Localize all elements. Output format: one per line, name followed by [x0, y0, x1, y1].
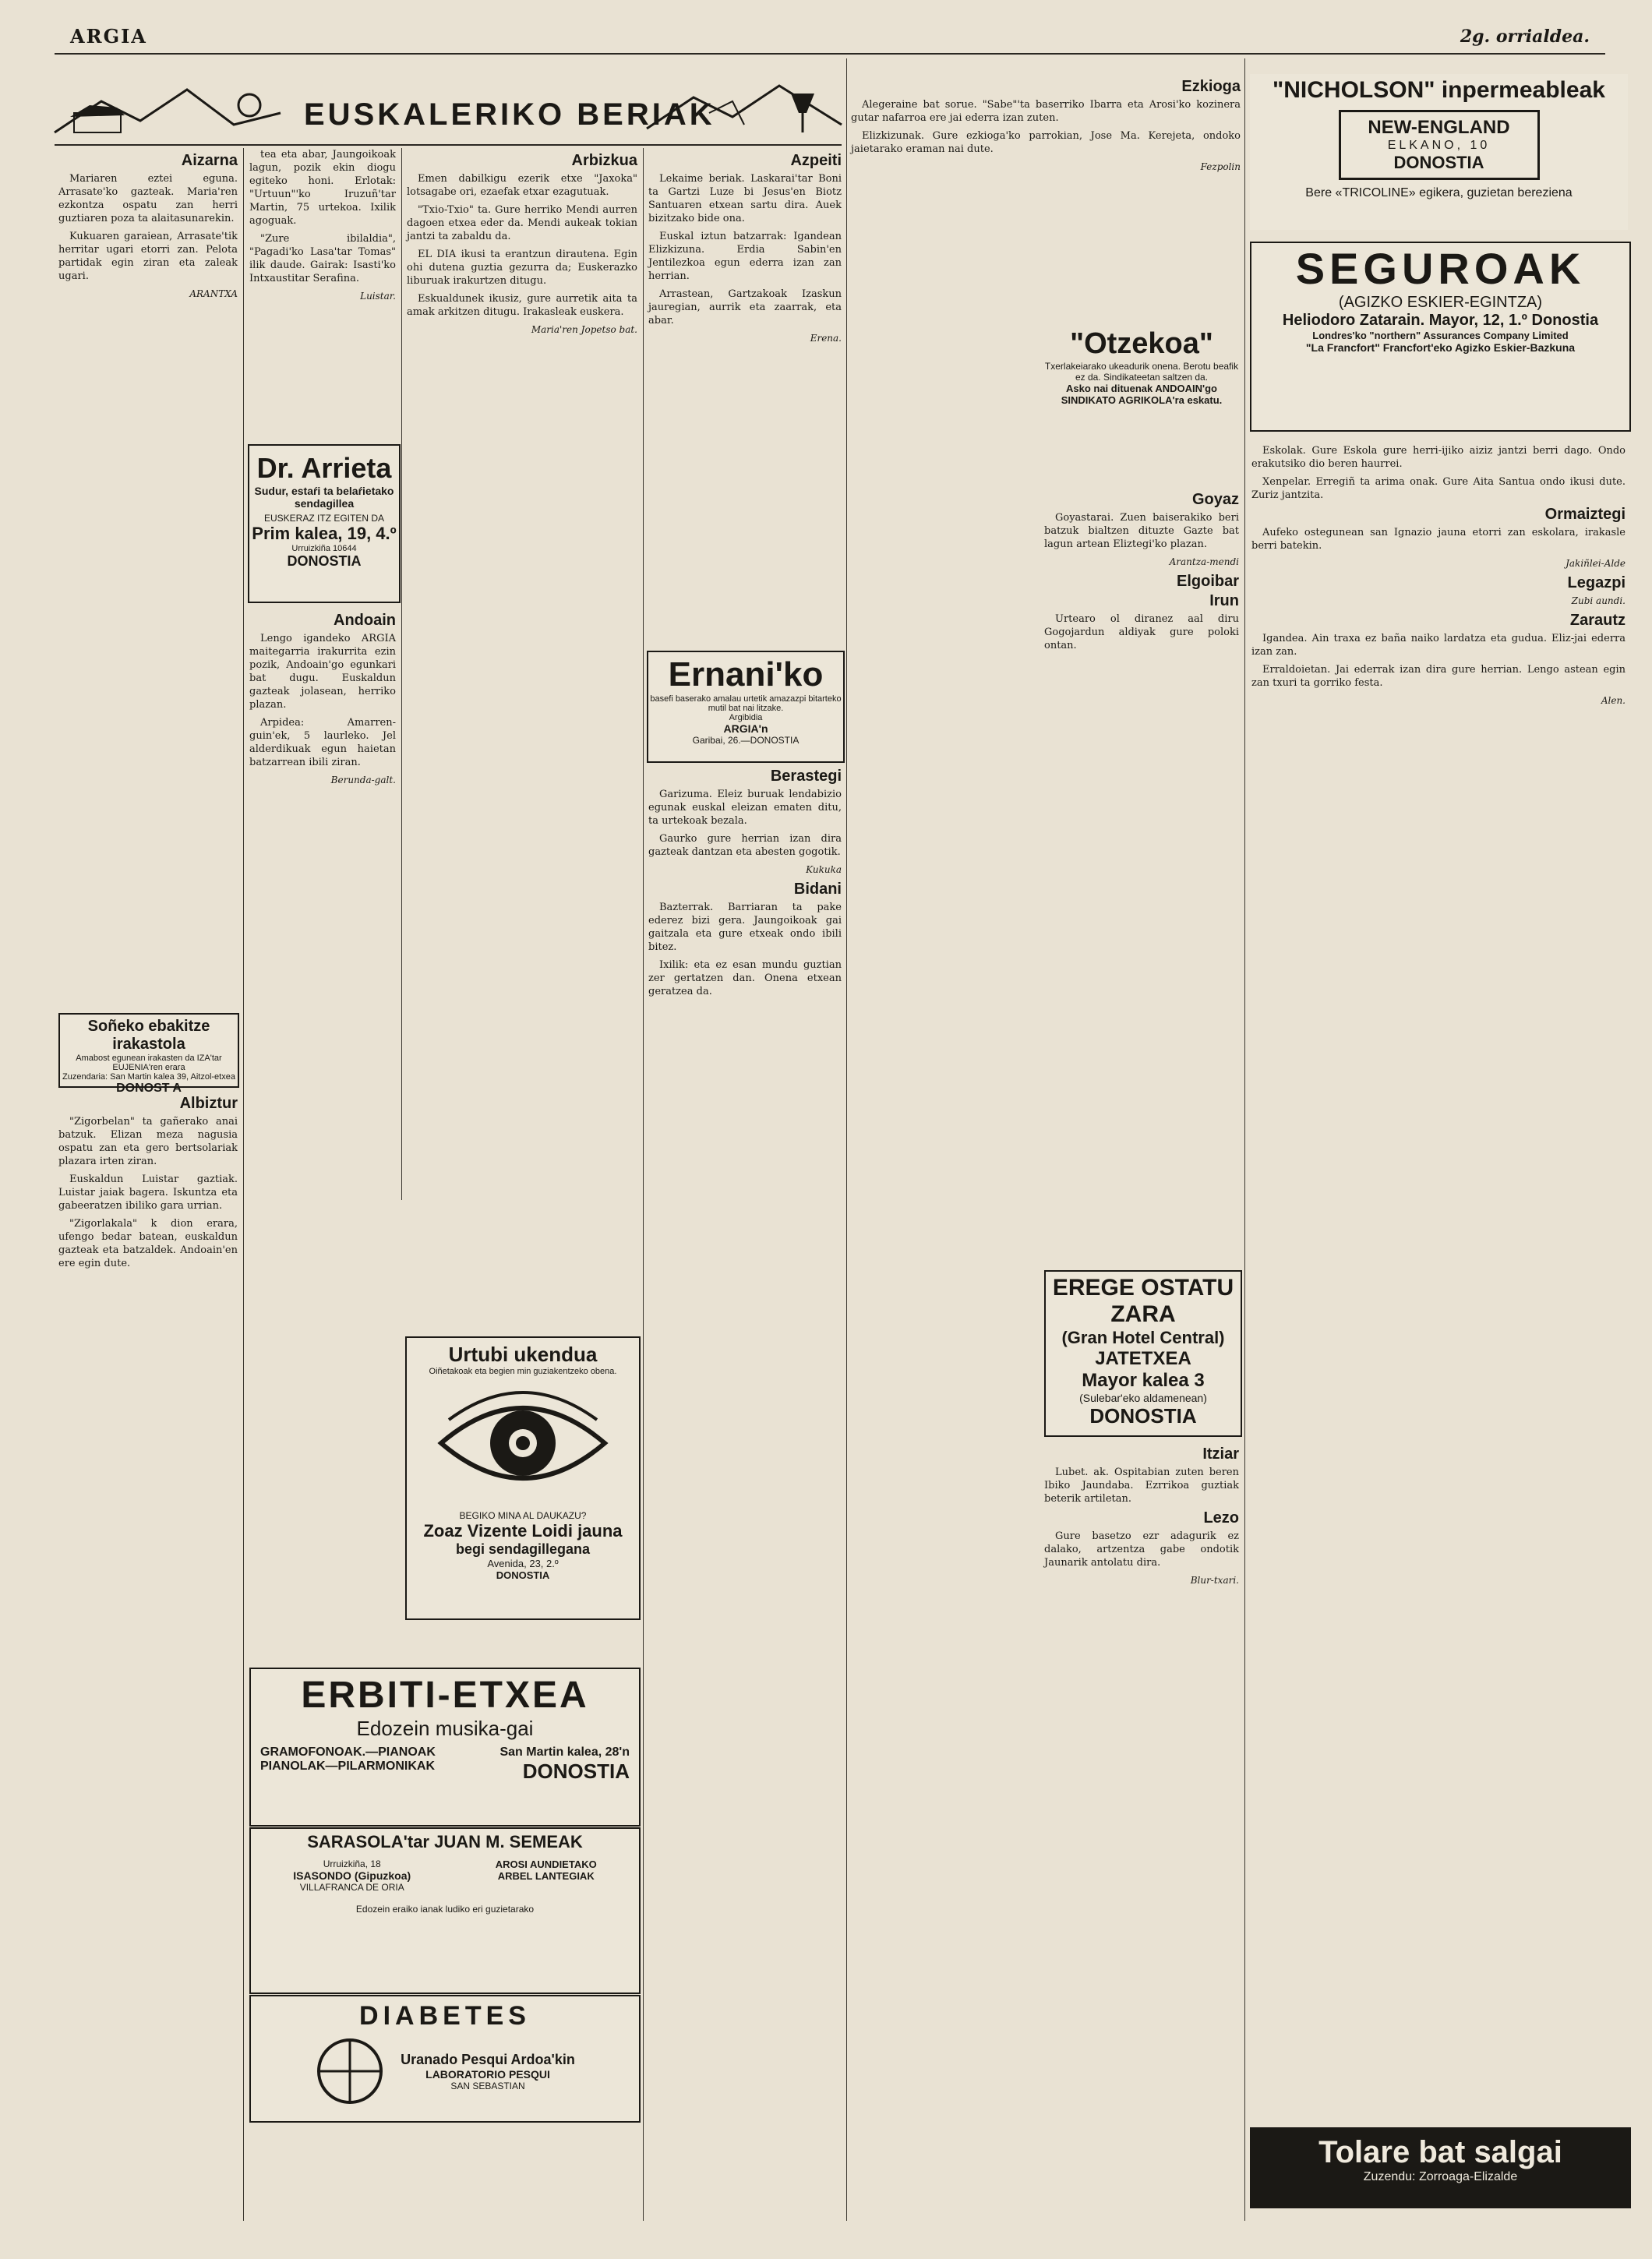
ad-text: Amabost egunean irakasten da IZA'tar EUJENIA'ren erara — [76, 1054, 222, 1072]
ad-text: Bere «TRICOLINE» egikera, guzietan bereziena — [1305, 186, 1573, 199]
place-andoain: Andoain — [334, 612, 396, 629]
ad-text: Edozein eraiko ianak ludiko eri guzietarako — [355, 1904, 535, 1915]
article-text: "Zigorbelan" ta gañerako anai batzuk. Elizan meza nagusia ospatu zan eta gero bertsolariak plazara irten ziran. — [58, 1116, 238, 1167]
ad-text: Txerlakeiarako ukeadurik onena. Berotu beafik ez da. Sindikateetan saltzen da. — [1044, 361, 1239, 383]
byline: Luistar. — [360, 291, 396, 302]
ad-subtitle: Edozein musika-gai — [356, 1717, 534, 1740]
article-text: Lekaime beriak. Laskarai'tar Boni ta Gartzi Luze bi Jesus'en Biotz Santuaren etxean sartu dira. Auek bizitzako bide ona. — [648, 173, 842, 224]
article-text: Alegeraine bat sorue. "Sabe"'ta baserriko Ibarra eta Arosi'ko kozinera gutar nafarroa ere jai ederra izan zuten. — [851, 99, 1241, 124]
page-number: 2g. orrialdea. — [1460, 26, 1590, 47]
otzekoa-ad — [1044, 327, 1239, 483]
column-rule — [401, 148, 402, 1200]
ad-place: ISASONDO (Gipuzkoa) — [293, 1869, 411, 1882]
ad-address: Avenida, 23, 2.º — [487, 1558, 559, 1569]
eye-icon — [433, 1381, 612, 1505]
place-albiztur: Albiztur — [179, 1095, 238, 1112]
ad-subtitle: (AGIZKO ESKIER-EGINTZA) — [1338, 294, 1543, 311]
article-text: Mariaren eztei eguna. Arrasate'ko gazteak. Maria'ren ezkontza ospatu zan herri guztiaren poza ta alaitasunarekin. — [58, 173, 238, 224]
ad-address: Prim kalea, 19, 4.º — [252, 524, 397, 543]
article-text: EL DIA ikusi ta erantzun dirautena. Egin ohi dutena guztia gezurra da; Euskerazko liburuak irakurtzen ditugu. — [407, 249, 637, 287]
sarasola-ad — [249, 1827, 641, 1994]
column-4 — [648, 148, 842, 647]
ad-city: DONOSTIA — [522, 1760, 630, 1783]
place-azpeitia: Azpeiti — [790, 152, 842, 169]
ad-address: San Martin kalea, 28'n — [499, 1745, 630, 1759]
article-text: Eskualdunek ikusiz, gure aurretik aita ta amak arkitzen ditugu. Irakasleak euskera. — [407, 293, 637, 318]
article-text: Garizuma. Eleiz buruak lendabizio egunak euskal eleizan ematen ditu, ta urtekoak bezala. — [648, 789, 842, 827]
ad-title: DIABETES — [359, 2001, 531, 2031]
ad-text: Oiñetakoak eta begien min guziakentzeko obena. — [429, 1367, 617, 1376]
ad-text: AROSI AUNDIETAKO — [495, 1858, 597, 1870]
byline: Blur-txari. — [1190, 1575, 1239, 1586]
ad-title: Ernani'ko — [668, 655, 824, 694]
tolare-ad — [1250, 2127, 1631, 2208]
ad-title: ERBITI-ETXEA — [301, 1675, 589, 1716]
ad-text: VILLAFRANCA DE ORIA — [299, 1882, 404, 1893]
article-text: Euskal iztun batzarrak: Igandean Elizkizuna. Erdia Sabin'en Jentilezkoa egun ederra izan zan herrian. — [648, 231, 842, 282]
ad-text: Zuzendu: Zorroaga-Elizalde — [1363, 2170, 1518, 2183]
ad-title: Tolare bat salgai — [1318, 2135, 1562, 2169]
byline: Kukuka — [806, 864, 842, 875]
ad-brand: NEW-ENGLAND — [1368, 117, 1510, 138]
place-elgoibar: Elgoibar — [1176, 573, 1239, 590]
column-2-lower — [249, 608, 396, 1200]
ad-subtitle: begi sendagillegana — [455, 1541, 591, 1557]
ad-phone: Urruizkiña 10644 — [291, 544, 357, 553]
ad-title: "Otzekoa" — [1070, 327, 1213, 360]
ad-title: SEGUROAK — [1295, 244, 1586, 293]
article-text: "Zigorlakala" k dion erara, ufengo bedar batean, euskaldun gazteak eta batzaldek. Andoain'en ere egin dute. — [58, 1218, 238, 1269]
dr-arrieta-ad — [248, 444, 401, 603]
column-4-lower — [648, 764, 842, 2221]
ad-title: Dr. Arrieta — [256, 452, 392, 484]
byline: Arantza-mendi — [1169, 556, 1239, 567]
article-text: Igandea. Ain traxa ez baña naiko lardatza eta gudua. Eliz-jai ederra izan zan. — [1251, 633, 1626, 658]
column-3 — [407, 148, 637, 1340]
article-text: Bazterrak. Barriaran ta pake ederez bizi gera. Jaungoikoak gai gaitzala eta gure etxeak ondo ibili bitez. — [648, 902, 842, 953]
ad-city: DONOSTIA — [1089, 1404, 1197, 1428]
article-text: Gaurko gure herrian izan dira gazteak dantzan eta abesten gogotik. — [648, 833, 842, 858]
urtubi-ad — [405, 1336, 641, 1620]
ad-text: (Sulebar'eko aldamenean) — [1079, 1392, 1207, 1404]
ad-title: "NICHOLSON" inpermeableak — [1273, 77, 1605, 103]
ad-address: Mayor kalea 3 — [1082, 1370, 1205, 1391]
sewing-school-ad — [58, 1013, 239, 1095]
article-text: "Txio-Txio" ta. Gure herriko Mendi aurren dagoen etxea eder da. Mendi aukeak tokian jantzi ta zabaldu da. — [407, 204, 637, 242]
article-text: Euskaldun Luistar gaztiak. Luistar jaiak bagera. Iskuntza eta gabeeratzen ibiliko gara urrian. — [58, 1174, 238, 1212]
ad-line: SAN SEBASTIAN — [450, 2080, 525, 2091]
place-goyaz: Goyaz — [1191, 491, 1239, 508]
ad-title: Soñeko ebakitze irakastola — [87, 1018, 210, 1053]
byline: Alen. — [1601, 695, 1626, 706]
article-text: Emen dabilkigu ezerik etxe "Jaxoka" lotsagabe ori, ezaefak etxar ezagutuak. — [407, 173, 637, 198]
ad-subtitle: (Gran Hotel Central) — [1061, 1328, 1225, 1347]
place-lezo: Lezo — [1203, 1509, 1239, 1527]
byline: Maria'ren Jopetso bat. — [531, 324, 637, 335]
place-ezkioga: Ezkioga — [1181, 78, 1241, 95]
ad-line: PIANOLAK—PILARMONIKAK — [260, 1760, 435, 1773]
article-text: Kukuaren garaiean, Arrasate'tik herritar ugari etorri zan. Pelota partidak egin ziran eta zaleak ugari. — [58, 231, 238, 282]
ad-name: ARGIA'n — [723, 722, 768, 735]
article-text: Arpidea: Amarren-guin'ek, 5 laurleko. Jel alderdikuak egun haietan batzarrean ibili ziran. — [249, 717, 396, 768]
place-arbizkua: Arbizkua — [571, 152, 637, 169]
article-text: tea eta abar, Jaungoikoak lagun, pozik ekin diogu egiteko honi. Erlotak: "Urtuun"'ko Iruzuñ'tar Martin, 75 urtekoa. Ixilik agoguak. — [249, 149, 396, 227]
ad-text: Asko nai dituenak ANDOAIN'go SINDIKATO AGRIKOLA'ra eskatu. — [1061, 383, 1223, 406]
article-text: Aufeko ostegunean san Ignazio jauna etorri zan eskolara, irakasle berri batekin. — [1251, 527, 1626, 552]
ad-text: Londres'ko "northern" Assurances Company Limited — [1312, 330, 1569, 341]
place-aizarna: Aizarna — [181, 152, 238, 169]
column-rule — [643, 148, 644, 2221]
article-text: Eskolak. Gure Eskola gure herri-ijiko aiziz jantzi berri dago. Ondo erakutsiko dio beren haurrei. — [1251, 445, 1626, 470]
erege-ostatu-ad — [1044, 1270, 1242, 1437]
column-5-lower — [1044, 1442, 1239, 2221]
column-rule — [243, 148, 244, 2221]
ad-text: JATETXEA — [1095, 1348, 1191, 1369]
article-text: Lubet. ak. Ospitabian zuten beren Ibiko Jaundaba. Ezrrikoa guztiak beterik artiletan. — [1044, 1467, 1239, 1505]
erbiti-ad — [249, 1668, 641, 1827]
ad-name: Heliodoro Zatarain. Mayor, 12, 1.º Donostia — [1282, 312, 1599, 329]
ad-text: EUSKERAZ ITZ EGITEN DA — [263, 513, 385, 524]
ad-title: Urtubi ukendua — [448, 1343, 598, 1366]
ad-phone: Urruizkiña, 18 — [323, 1858, 381, 1869]
ad-subtitle: Sudur, estaŕi ta belaŕietako sendagillea — [254, 485, 394, 510]
place-legazpi: Legazpi — [1567, 574, 1626, 591]
ad-title: SARASOLA'tar JUAN M. SEMEAK — [307, 1832, 583, 1851]
column-2 — [249, 148, 396, 436]
running-header — [55, 22, 1605, 55]
ad-label: Argibidia — [729, 713, 763, 722]
diabetes-ad — [249, 1995, 641, 2123]
ad-text: "La Francfort" Francfort'eko Agizko Eskier-Bazkuna — [1305, 341, 1576, 354]
ad-text: ARBEL LANTEGIAK — [497, 1870, 595, 1882]
ad-line: GRAMOFONOAK.—PIANOAK — [260, 1745, 436, 1759]
column-6 — [1251, 444, 1626, 2081]
pesqui-logo-icon — [315, 2036, 385, 2106]
place-irun: Irun — [1209, 592, 1239, 609]
ad-text: BEGIKO MINA AL DAUKAZU? — [459, 1510, 587, 1521]
article-text: Xenpelar. Erregiñ ta arima onak. Gure Aita Santua ondo ikusi dute. Zuriz jantzita. — [1251, 476, 1626, 501]
article-text: Urtearo ol diranez aal diru Gogojardun aldiyak gure poloki ontan. — [1044, 613, 1239, 651]
place-itziar: Itziar — [1202, 1445, 1239, 1463]
byline: Jakiñlei-Alde — [1566, 558, 1626, 569]
article-text: Ixilik: eta ez esan mundu guztian zer gertatzen dan. Onena etxean geratzea da. — [648, 959, 842, 997]
ernani-ad — [647, 651, 845, 763]
ad-city: DONOSTIA — [496, 1569, 550, 1581]
article-text: Arrastean, Gartzakoak Izaskun jauregian, aurrik eta zaarrak, eta abar. — [648, 288, 842, 326]
ad-line: LABORATORIO PESQUI — [425, 2067, 550, 2081]
byline: Erena. — [810, 333, 842, 344]
ad-text: basefi baserako amalau urtetik amazazpi bitarteko mutil bat nai litzake. — [650, 694, 842, 713]
ad-line: Uranado Pesqui Ardoa'kin — [401, 2051, 575, 2067]
ad-city: DONOSTIA — [1393, 153, 1484, 172]
column-1 — [58, 148, 238, 1005]
article-text: Goyastarai. Zuen baiserakiko beri batzuk bialtzen dituzte Gazte bat lagun artean Eliztegi'ko plazan. — [1044, 512, 1239, 550]
column-rule — [1244, 58, 1245, 2221]
place-ormaiztegi: Ormaiztegi — [1544, 506, 1626, 523]
article-text: Erraldoietan. Jai ederrak izan dira gure herrian. Lengo astean egin zan txuri ta gorriko festa. — [1251, 664, 1626, 689]
seguroak-ad — [1250, 242, 1631, 432]
article-text: Elizkizunak. Gure ezkioga'ko parrokian, Jose Ma. Kerejeta, ondoko jaietarako eraman nai dute. — [851, 130, 1241, 155]
article-text: Gure basetzo ezr adagurik ez dalako, artzentza gabe ondotik Jaunarik antolatu dira. — [1044, 1530, 1239, 1569]
article-text: Lengo igandeko ARGIA maitegarria irakurrita ezin pozik, Andoain'go egunkari bat dugu. Euskaldun gazteak jolasean, herriko plazan. — [249, 633, 396, 711]
section-title: EUSKALERIKO BERIAK — [304, 97, 715, 132]
ad-address: ELKANO, 10 — [1387, 139, 1491, 152]
place-berastegi: Berastegi — [770, 768, 842, 785]
column-5-right — [1044, 487, 1239, 1227]
ad-name: Zoaz Vizente Loidi jauna — [423, 1521, 623, 1541]
byline: Berunda-galt. — [330, 775, 396, 785]
place-zarautz: Zarautz — [1569, 612, 1626, 629]
ad-city: DONOST A — [116, 1082, 182, 1095]
section-banner — [55, 70, 842, 146]
article-text: "Zure ibilaldia", "Pagadi'ko Lasa'tar Tomas" ilik daude. Gairak: Isasti'ko Intxaustitar Serafina. — [249, 233, 396, 284]
byline: Zubi aundi. — [1571, 595, 1626, 606]
byline: ARANTXA — [189, 288, 238, 299]
column-1-lower — [58, 1091, 238, 2213]
place-bidani: Bidani — [793, 881, 842, 898]
byline: Fezpolin — [1200, 161, 1241, 172]
ad-text: Zuzendaria: San Martin kalea 39, Aitzol-etxea — [62, 1072, 235, 1082]
paper-name: ARGIA — [70, 25, 147, 48]
column-rule — [846, 58, 847, 2221]
ad-address: Garibai, 26.—DONOSTIA — [692, 735, 800, 746]
ad-city: DONOSTIA — [287, 553, 362, 569]
ad-title: EREGE OSTATU ZARA — [1052, 1275, 1234, 1327]
nicholson-ad — [1250, 74, 1628, 230]
